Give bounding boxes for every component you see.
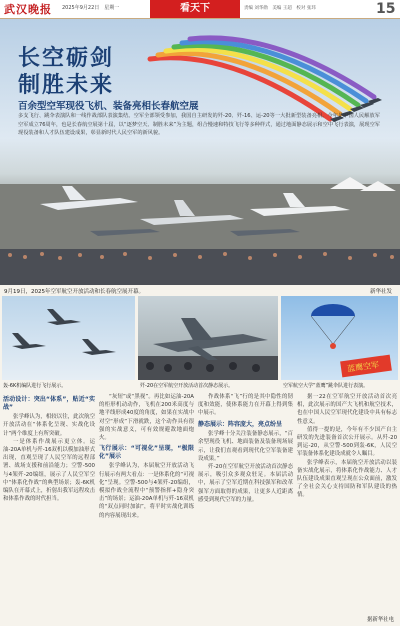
article-column-4 (297, 393, 397, 500)
section-heading: 静态展示：阵容庞大，亮点纷呈 (198, 420, 283, 428)
lead-paragraph: 多支飞行、跳伞表演队和一线作战部队表演集结。空军全部领受参加，我国自主研发的歼-20、歼-16、运-20等一大批新型装备亮相。今年是中国人民解放军空军成立76周年，也是长春航空展第十届，以“逐梦空天、制胜未来”为主题，组合慢速和特技飞行等多种样式，通过地面静态展示和空中飞行表演，展现空军现役装备和人才队伍建设成果，彰显新时代人民空军的新风貌。 (18, 113, 380, 137)
paragraph: 一是体系作战展示更立体。运油-20A单机与歼-16双机以模加油形式出现，直观呈现了人民空军的远程部署、战场支援和前沿能力；空警-500与4架歼-20编组，展示了人民空军空中“体系化作战”的典型场景；轰-6K机编队在开幕式上，折射出我军远程攻击和体系作战的时代担当。 (3, 438, 95, 503)
section-heading: 飞行展示：“可视化”呈现，“极限化”展示 (99, 445, 194, 460)
headline-line-1: 长空砺剑 (18, 45, 115, 71)
paragraph: 据一22在空军航空开放活动首次亮相，此次展示的国产大飞机和航空技术，也在中国人民空军现代化建设中具有标志性意义。 (297, 394, 397, 425)
article-column-1 (3, 393, 95, 503)
paragraph: 张学峰认为，本届航空开放活动飞行展示有两大看点：一是体系化的“可视化”呈现。空警-500与4架歼-20编组，模拟作战全流程中“预警指挥+隐身突击”的场景；运油-20A单机与歼-16双机的“双点同时加油”，将平时实战化训练的内容展现出来。 (99, 463, 194, 519)
photo-credit: 新华社发 (370, 289, 393, 295)
paragraph: 张学峰表示，本届航空开放活动以装备实战化展示，将体系化作战能力、人才队伍建设成果直观呈现在公众面前，激发了全社会关心支持国防和军队建设的热情。 (297, 459, 397, 499)
paragraph: 张学峰认为，相较以往，此次航空开放活动在“体系化呈现、实战化设计”两个维度上有所突破。 (3, 414, 95, 437)
dateline: 2025年9月22日 星期一 (62, 5, 120, 11)
paragraph: 值得一提的是，今年有不少国产自主研发的先进装备首次公开展示。从歼-20到运-20，从空警-500到轰-6K，人民空军装备体系化建设成就令人瞩目。 (297, 426, 397, 458)
page-number: 15 (376, 1, 396, 17)
crowd (0, 249, 400, 285)
masthead-logo: 武汉晚报 (4, 3, 52, 16)
article-column-3 (198, 393, 293, 504)
banner-text: 蓝鹰空军 (346, 360, 380, 374)
paragraph: 张学峰十分关注装备静态展示，“百余型现役飞机、地面装备及装备现场展示，让我们直观看到现代化空军装备建设成果。” (198, 431, 293, 462)
paragraph: “灰短”或“黑视”。再比如运油-20A的柜形机动动作，飞机在200米高度与地平线形成40度的角度，如果在实战中对空“形成”下滑就跌，这个动作具有很强的实战意义，可有效规避敌地面炮火。 (99, 394, 194, 442)
section-banner: 看天下 (150, 0, 240, 18)
paragraph: 作战体系“飞”行的是其中隐性的韧度和效能，使体系能力在开幕上得到集中展示。 (198, 394, 293, 417)
photo-caption: 空军航空大学“蓝鹰”跳伞队进行表演。 (283, 383, 369, 389)
headline-line-2: 制胜未来 (18, 72, 115, 98)
bomber-formation-photo (2, 296, 135, 380)
subheadline: 百余型空军现役飞机、装备亮相长春航空展 (18, 101, 199, 112)
editor-credits: 责编 刘华勋 美编 王超 校对 张玮 (244, 6, 316, 11)
news-agency-byline: 据新华社电 (367, 617, 394, 623)
section-heading: 活动设计：突出“体系”，贴近“实战” (3, 396, 95, 411)
hero-caption: 9月19日，2025年空军航空开放活动和长春航空展开幕。 (4, 289, 144, 295)
paragraph: 歼-20在空军航空开放活动首次静态展示，吸引众多观众驻足。本届活动中，展示了空军近期在科技强军和改革强军方面取得的成果，让更多人近距离感受到现代空军的力量。 (198, 464, 293, 503)
stealth-fighter-photo (138, 296, 278, 380)
photo-caption: 轰-6K机编队进行飞行展示。 (3, 383, 67, 389)
parachute-team-photo (281, 296, 398, 380)
article-column-2 (99, 393, 194, 520)
photo-caption: 歼-20在空军航空开放活动首次静态展示。 (140, 383, 234, 389)
